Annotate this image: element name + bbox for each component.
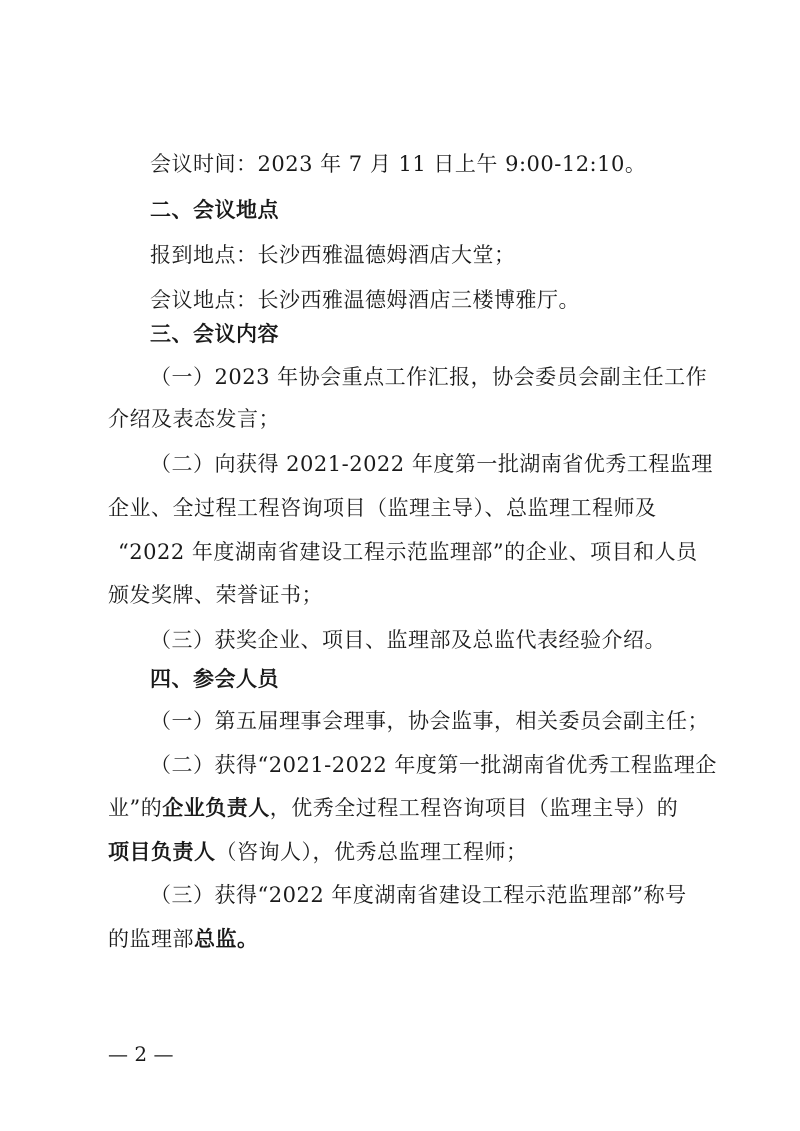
attendee-item-2-line-1-text: （二）获得“2021-2022 年度第一批湖南省优秀工程监理企 <box>150 753 717 777</box>
project-leader-emphasis: 项目负责人 <box>108 840 216 864</box>
section-3-heading-text: 三、会议内容 <box>150 322 279 346</box>
section-2-heading <box>0 196 800 224</box>
enterprise-leader-emphasis: 企业负责人 <box>162 796 270 820</box>
content-item-1-line-2 <box>0 405 800 433</box>
chief-supervisor-emphasis: 总监。 <box>194 927 259 951</box>
attendee-item-2-line-2-suffix: ，优秀全过程工程咨询项目（监理主导）的 <box>269 796 679 820</box>
attendee-item-2-line-2-prefix: 业”的 <box>108 796 163 820</box>
content-item-2-line-3-text: “2022 年度湖南省建设工程示范监理部”的企业、项目和人员 <box>118 540 698 564</box>
content-item-2-line-1 <box>0 450 800 478</box>
content-item-1-line-1-text: （一）2023 年协会重点工作汇报，协会委员会副主任工作 <box>150 365 708 389</box>
content-item-2-line-1-text: （二）向获得 2021-2022 年度第一批湖南省优秀工程监理 <box>150 452 713 476</box>
section-2-heading-text: 二、会议地点 <box>150 198 279 222</box>
attendee-item-2-line-2 <box>0 794 800 822</box>
attendee-item-2-line-3-suffix: （咨询人），优秀总监理工程师； <box>215 840 528 864</box>
meeting-location <box>0 286 800 314</box>
content-item-1-line-1 <box>0 363 800 391</box>
section-4-heading-text: 四、参会人员 <box>150 667 279 691</box>
attendee-item-1-text: （一）第五届理事会理事，协会监事，相关委员会副主任； <box>150 709 709 733</box>
page-number: — 2 — <box>108 1042 174 1066</box>
attendee-item-1 <box>0 707 800 735</box>
content-item-2-line-2 <box>0 494 800 522</box>
meeting-time-text: 会议时间：2023 年 7 月 11 日上午 9:00-12:10。 <box>150 152 647 176</box>
report-location-text: 报到地点：长沙西雅温德姆酒店大堂； <box>150 243 516 267</box>
attendee-item-2-line-3 <box>0 838 800 866</box>
attendee-item-3-line-1-text: （三）获得“2022 年度湖南省建设工程示范监理部”称号 <box>150 883 687 907</box>
meeting-time <box>0 150 800 178</box>
content-item-3-text: （三）获奖企业、项目、监理部及总监代表经验介绍。 <box>150 628 666 652</box>
meeting-location-text: 会议地点：长沙西雅温德姆酒店三楼博雅厅。 <box>150 288 580 312</box>
attendee-item-3-line-1 <box>0 881 800 909</box>
content-item-2-line-2-text: 企业、全过程工程咨询项目（监理主导）、总监理工程师及 <box>108 496 657 520</box>
attendee-item-2-line-1 <box>0 751 800 779</box>
section-4-heading <box>0 665 800 693</box>
attendee-item-3-line-2-prefix: 的监理部 <box>108 927 194 951</box>
report-location <box>0 241 800 269</box>
content-item-2-line-4-text: 颁发奖牌、荣誉证书； <box>108 583 323 607</box>
content-item-2-line-3 <box>0 538 800 566</box>
content-item-3 <box>0 626 800 654</box>
section-3-heading <box>0 320 800 348</box>
content-item-2-line-4 <box>0 581 800 609</box>
content-item-1-line-2-text: 介绍及表态发言； <box>108 407 280 431</box>
attendee-item-3-line-2 <box>0 925 800 953</box>
